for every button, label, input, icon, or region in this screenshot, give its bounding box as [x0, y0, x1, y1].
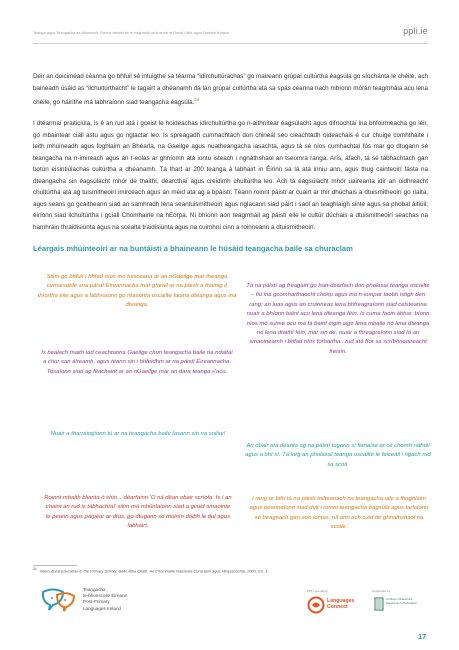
- org-name-line: Languages Ireland: [83, 605, 122, 611]
- support-line: Department of Education: [386, 600, 417, 605]
- languages-connect-wordmark: [327, 598, 354, 611]
- footnote-reference[interactable]: 24: [194, 97, 199, 102]
- header-rule: [33, 43, 428, 44]
- footnote: [33, 567, 428, 573]
- partner-line: Languages: [327, 598, 355, 604]
- org-name-line: Post-Primary: [83, 599, 110, 605]
- running-title: Teanga agus Teangacha sa bhunscoil: Roinnt treoirlínte le haghaidh múinteoirí le David Little agus Deirdre Kirwan: [33, 30, 229, 35]
- partner-line: Connect: [327, 604, 348, 611]
- footnote-number: 24: [33, 567, 37, 571]
- support-caption: Supported by: [372, 589, 391, 593]
- footnote-text: Intercultural Education in the Primary School, Baile Átha Cliath: An Chomhairle Náisiúnta Curaclaim agus Measúnachta, 2005, lch. 3.: [39, 568, 269, 574]
- section-heading: Léargais mhúinteoirí ar na buntáistí a bhaineann le húsáid teangacha baile sa churaclam: [33, 244, 353, 253]
- footnote-rule: [33, 565, 77, 566]
- org-name-line: Teangacha: [83, 587, 106, 592]
- quote-5: Tá na páistí ag freagairt go han-dearfach don pholasaí teanga oscailte – fiú ina gcomharthaocht choirp agus ina n-iompar taobh istigh den rang; an luas agus an cruinneas lena bhfreagraíonn siad ceisteanna nuair a bhíonn baint acu lena dteanga féin. Is cuma faoin ábhar, bíonn níos mó suime ocu má tá baint éigin aige lena mbaile nó lena dteanga nó lena dtaithí féin; mar sin de, nuair a fhreagraíonn siad tá an smaoineamh i bhfad níos forbartha...rud atá fíor sa scríbhneoireacht freisin.: [246, 283, 430, 355]
- org-name: [83, 587, 127, 612]
- body-paragraph-2: I dtéarmaí praiticiúla, is é an rud atá i gceist le hoideachas idirchultúrtha go n-aithnítear éagsúlacht agus difríochtaí ina bhfoirmeacha go léir, go mbaintear ciall astu agus go nglactar leo. Is spreagadh cumhachtach don chineál seo cleachtadh oideachais é cur chuige comhtháite i leith mhúineadh agus foghlaim an Bhéarla, na Gaeilge agus nuatheangacha iasachta, agus tá sé níos cumhachtaí fós mar go dtugann sé teangacha na n-imireach agus an t-eolas ar ghníomh atá iontu isteach i ngnáthshaol an tseomra ranga. Arís, áfach, tá sé tábhachtach gan botún eisintiúlachas cultúrtha a dhéanamh. Tá thart ar 200 teanga á labhairt in Éirinn sa lá atá inniu ann, agus thug cainteoirí fásta na dteangacha sin éagsúlacht mhór de thaithí, dearcthaí agus creidimh chultúrtha leo. Ach tá éagsúlacht mhór uaireanta idir an oidhreacht chultúrtha atá ag tuismitheoirí imirceach agus an méid atá ag a bpáistí. Téann roinnt páistí ar cuairt ar thír dhúchais a dtuismitheoirí go rialta, agus seans go gcaitheann siad an samhradh lena seantuismitheoirí agus nglacann siad páirt i saol an teaghlaigh sinte agus sa phobal áitiúil; éiríonn siad ilchultúrtha i gcíall Chomhairle na hEorpa. Ní bhíonn aon teagmháil ag páistí eile le cultúr dúchais a dtuismitheoirí seachas na hamhráin thraidisiúnta agus na scéalta traidisiúnta agus na cuimhní cinn a roinneann a dtuismitheoirí.: [33, 120, 428, 231]
- quote-3: Nuair a tharraingíonn tú ar na teangacha baile lasann sin na soilse!: [50, 431, 226, 437]
- ppli-logo-icon: [37, 586, 85, 616]
- body-paragraph-1: [33, 71, 428, 109]
- quote-2: Is bealach maith iad ceachtanna Gaeilge chun teangacha baile na ndaltaí a chur san áireamh, agus téann sin i bhfeidhm ar na páistí Éireannacha. Tosaíonn siad ag féachaint ar an nGaeilge mar an dara teanga s'acu.: [41, 350, 233, 375]
- body-paragraph-1-text: Deir an doiciméad céanna go bhfuil sé intuigthe sa téarma “idirchultúrachas” go maireann grúpaí cultúrtha éagsúla go síochánta le chéile, ach baineadh úsáid as “ilchultúrthacht” le tagairt a dhéanamh dá lán grúpaí cultúrtha atá sa spás céanna nach mbíonn mórán teagmhála acu lena chéile, go háirithe má labhraíonn siad teangacha éagsúla.: [33, 73, 428, 107]
- quote-7: I rang ar bith tá na páistí toilteanach na teangacha uile a fhoghlaim agus beannaíonn siad duit i roinnt teangacha éagsúla agus tarlaíonn sé beagnach gan aon iontas, níl ann ach cuid de ghnáthshaol na scoile.: [249, 496, 429, 531]
- department-wordmark: [386, 598, 417, 606]
- page-header: [33, 24, 428, 44]
- support-line: An Roinn Oideachais: [386, 597, 413, 601]
- partner-caption: PPLI operating: [307, 589, 328, 593]
- quote-6: An obair atá déanta ag na páistí tugann sí fianaise ar cé chomh ráthúil agus a bhí sí. Tá lorg an pholasaí teanga oscailte le feiceáil i ngach rud sa scoil.: [245, 443, 431, 468]
- quote-4: Roinnt mhaith blianta ó shin... déarfainn 'O ná déan obair scríofa. Is í an chaint an rud is tábhachtaí' silim má mhúnlaíonn siad a gcuid smaointe le peann agus páipéar ar dtús, go dtugann sé múinín dóibh le dul agus labhairt.: [44, 495, 232, 530]
- page-number: 17: [418, 632, 427, 641]
- org-name-line: le-bhunscoile Éireann: [83, 593, 128, 599]
- brand-link[interactable]: ppli.ie: [403, 26, 428, 36]
- quote-1: Silim go bhfuil í bhfad níos mó tuisceana ar an nGaeilge mar theanga cumarsáide sna páistí Éireannacha mar gheall ar na páistí a tháinig ó thíortha eile agus a labhraíonn go réasúnta oscailte faoina dteanga agus ina dteanga.: [37, 274, 237, 309]
